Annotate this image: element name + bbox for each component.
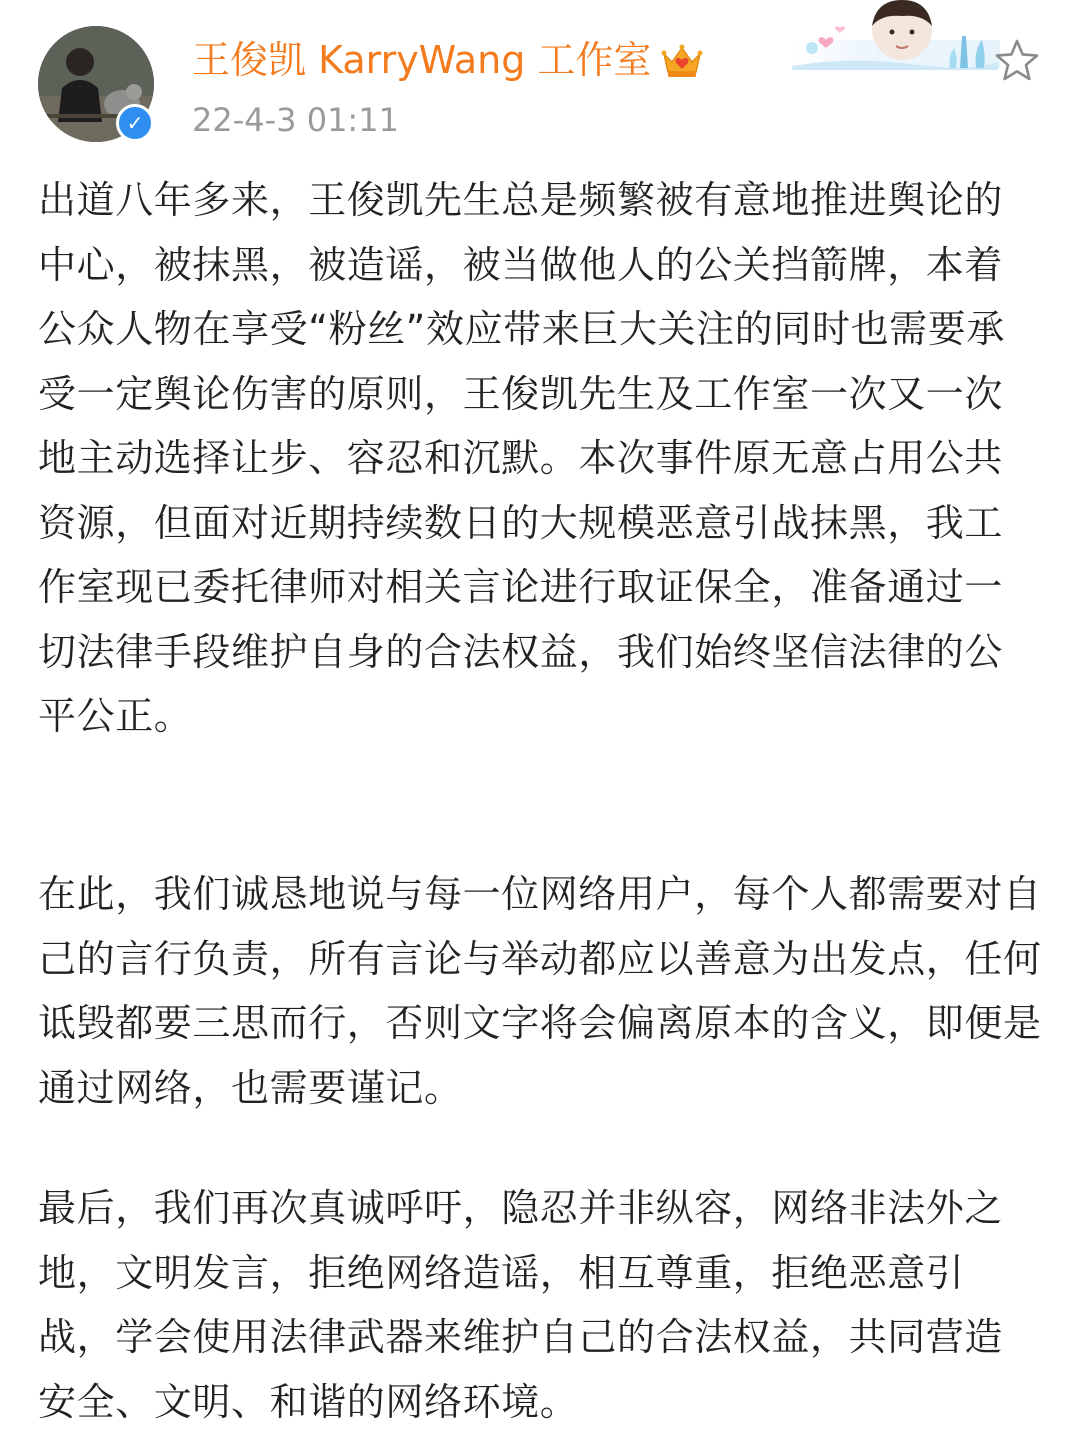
post-header (0, 0, 1079, 160)
star-outline-icon[interactable] (994, 38, 1040, 82)
crown-membership-icon[interactable] (660, 40, 704, 80)
verified-badge-icon: ✓ (116, 104, 154, 142)
post-paragraph-2: 在此，我们诚恳地说与每一位网络用户，每个人都需要对自己的言行负责，所有言论与举动都应以善意为出发点，任何诋毁都要三思而行，否则文字将会偏离原本的含义，即便是通过网络，也需要谨记。 (38, 872, 1042, 1110)
post-paragraph-1: 出道八年多来，王俊凯先生总是频繁被有意地推进舆论的中心，被抹黑，被造谣，被当做他人的公关挡箭牌，本着公众人物在享受“粉丝”效应带来巨大关注的同时也需要承受一定舆论伤害的原则，王俊凯先生及工作室一次又一次地主动选择让步、容忍和沉默。本次事件原无意占用公共资源，但面对近期持续数日的大规模恶意引战抹黑，我工作室现已委托律师对相关言论进行取证保全，准备通过一切法律手段维护自身的合法权益，我们始终坚信法律的公平公正。 (38, 178, 1005, 738)
card-decoration-icon (790, 0, 1000, 72)
post-paragraph-3: 最后，我们再次真诚呼吁，隐忍并非纵容，网络非法外之地，文明发言，拒绝网络造谣，相互尊重，拒绝恶意引战，学会使用法律武器来维护自己的合法权益，共同营造安全、文明、和谐的网络环境。 (38, 1186, 1004, 1424)
author-name[interactable]: 王俊凯 KarryWang 工作室 (192, 38, 652, 82)
post-timestamp: 22-4-3 01:11 (192, 101, 399, 139)
